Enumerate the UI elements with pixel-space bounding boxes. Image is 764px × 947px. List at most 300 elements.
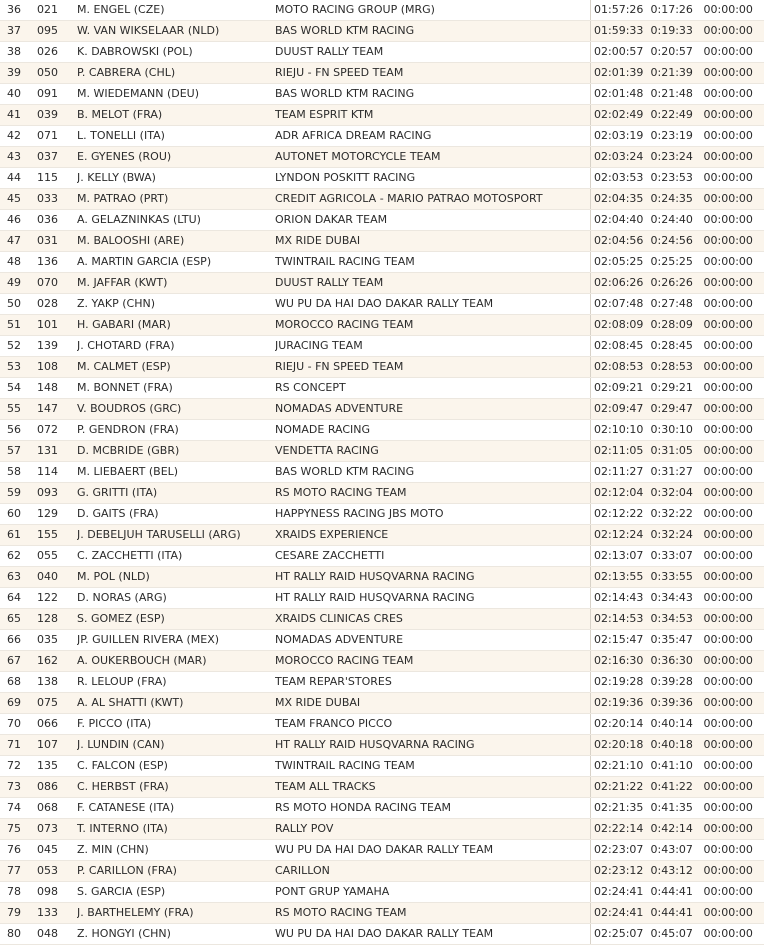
bib-number-cell: 101 — [37, 315, 77, 336]
table-row — [0, 420, 764, 441]
rider-name-cell: B. MELOT (FRA) — [77, 105, 275, 126]
stage-time-cell: 02:11:27 — [591, 462, 651, 483]
table-row — [0, 861, 764, 882]
penalty-cell: 00:00:00 — [704, 861, 764, 882]
team-name-cell: XRAIDS EXPERIENCE — [275, 525, 591, 546]
stage-time-cell: 02:04:35 — [591, 189, 651, 210]
team-name-cell: MOTO RACING GROUP (MRG) — [275, 0, 591, 21]
team-name-cell: CARILLON — [275, 861, 591, 882]
bib-number-cell: 055 — [37, 546, 77, 567]
rider-name-cell: A. MARTIN GARCIA (ESP) — [77, 252, 275, 273]
stage-time-cell: 02:01:39 — [591, 63, 651, 84]
position-cell: 75 — [0, 819, 37, 840]
time-gap-cell: 0:41:35 — [651, 798, 704, 819]
team-name-cell: WU PU DA HAI DAO DAKAR RALLY TEAM — [275, 840, 591, 861]
position-cell: 74 — [0, 798, 37, 819]
table-row — [0, 609, 764, 630]
bib-number-cell: 036 — [37, 210, 77, 231]
stage-time-cell: 02:20:18 — [591, 735, 651, 756]
stage-time-cell: 02:01:48 — [591, 84, 651, 105]
team-name-cell: XRAIDS CLINICAS CRES — [275, 609, 591, 630]
penalty-cell: 00:00:00 — [704, 21, 764, 42]
penalty-cell: 00:00:00 — [704, 168, 764, 189]
stage-time-cell: 02:10:10 — [591, 420, 651, 441]
team-name-cell: NOMADAS ADVENTURE — [275, 399, 591, 420]
team-name-cell: TWINTRAIL RACING TEAM — [275, 252, 591, 273]
bib-number-cell: 135 — [37, 756, 77, 777]
table-row — [0, 336, 764, 357]
team-name-cell: DUUST RALLY TEAM — [275, 273, 591, 294]
position-cell: 43 — [0, 147, 37, 168]
position-cell: 42 — [0, 126, 37, 147]
rider-name-cell: P. CABRERA (CHL) — [77, 63, 275, 84]
stage-time-cell: 02:02:49 — [591, 105, 651, 126]
penalty-cell: 00:00:00 — [704, 210, 764, 231]
bib-number-cell: 115 — [37, 168, 77, 189]
penalty-cell: 00:00:00 — [704, 420, 764, 441]
position-cell: 44 — [0, 168, 37, 189]
position-cell: 70 — [0, 714, 37, 735]
rider-name-cell: E. GYENES (ROU) — [77, 147, 275, 168]
position-cell: 63 — [0, 567, 37, 588]
stage-time-cell: 02:08:53 — [591, 357, 651, 378]
rider-name-cell: D. GAITS (FRA) — [77, 504, 275, 525]
stage-time-cell: 02:07:48 — [591, 294, 651, 315]
time-gap-cell: 0:44:41 — [651, 903, 704, 924]
rider-name-cell: Z. MIN (CHN) — [77, 840, 275, 861]
stage-time-cell: 02:21:35 — [591, 798, 651, 819]
stage-time-cell: 02:08:09 — [591, 315, 651, 336]
position-cell: 66 — [0, 630, 37, 651]
stage-time-cell: 02:20:14 — [591, 714, 651, 735]
position-cell: 67 — [0, 651, 37, 672]
penalty-cell: 00:00:00 — [704, 315, 764, 336]
stage-time-cell: 02:21:10 — [591, 756, 651, 777]
table-row — [0, 63, 764, 84]
team-name-cell: RIEJU - FN SPEED TEAM — [275, 63, 591, 84]
penalty-cell: 00:00:00 — [704, 630, 764, 651]
bib-number-cell: 039 — [37, 105, 77, 126]
penalty-cell: 00:00:00 — [704, 819, 764, 840]
rider-name-cell: G. GRITTI (ITA) — [77, 483, 275, 504]
team-name-cell: CREDIT AGRICOLA - MARIO PATRAO MOTOSPORT — [275, 189, 591, 210]
table-row — [0, 378, 764, 399]
table-row — [0, 651, 764, 672]
team-name-cell: HAPPYNESS RACING JBS MOTO — [275, 504, 591, 525]
bib-number-cell: 107 — [37, 735, 77, 756]
team-name-cell: JURACING TEAM — [275, 336, 591, 357]
time-gap-cell: 0:43:12 — [651, 861, 704, 882]
bib-number-cell: 066 — [37, 714, 77, 735]
time-gap-cell: 0:36:30 — [651, 651, 704, 672]
team-name-cell: DUUST RALLY TEAM — [275, 42, 591, 63]
stage-time-cell: 02:12:04 — [591, 483, 651, 504]
time-gap-cell: 0:41:10 — [651, 756, 704, 777]
position-cell: 38 — [0, 42, 37, 63]
penalty-cell: 00:00:00 — [704, 651, 764, 672]
table-row — [0, 714, 764, 735]
bib-number-cell: 045 — [37, 840, 77, 861]
bib-number-cell: 091 — [37, 84, 77, 105]
table-row — [0, 84, 764, 105]
penalty-cell: 00:00:00 — [704, 189, 764, 210]
team-name-cell: RS CONCEPT — [275, 378, 591, 399]
position-cell: 69 — [0, 693, 37, 714]
time-gap-cell: 0:35:47 — [651, 630, 704, 651]
bib-number-cell: 128 — [37, 609, 77, 630]
rider-name-cell: M. POL (NLD) — [77, 567, 275, 588]
stage-time-cell: 02:16:30 — [591, 651, 651, 672]
time-gap-cell: 0:23:19 — [651, 126, 704, 147]
team-name-cell: RS MOTO HONDA RACING TEAM — [275, 798, 591, 819]
table-row — [0, 399, 764, 420]
table-row — [0, 924, 764, 945]
rider-name-cell: M. WIEDEMANN (DEU) — [77, 84, 275, 105]
table-row — [0, 294, 764, 315]
table-row — [0, 105, 764, 126]
penalty-cell: 00:00:00 — [704, 63, 764, 84]
rider-name-cell: V. BOUDROS (GRC) — [77, 399, 275, 420]
table-row — [0, 903, 764, 924]
bib-number-cell: 026 — [37, 42, 77, 63]
time-gap-cell: 0:24:35 — [651, 189, 704, 210]
bib-number-cell: 136 — [37, 252, 77, 273]
rider-name-cell: J. KELLY (BWA) — [77, 168, 275, 189]
bib-number-cell: 129 — [37, 504, 77, 525]
position-cell: 53 — [0, 357, 37, 378]
table-row — [0, 462, 764, 483]
time-gap-cell: 0:41:22 — [651, 777, 704, 798]
bib-number-cell: 071 — [37, 126, 77, 147]
rider-name-cell: Z. HONGYI (CHN) — [77, 924, 275, 945]
penalty-cell: 00:00:00 — [704, 588, 764, 609]
stage-time-cell: 02:04:40 — [591, 210, 651, 231]
table-row — [0, 588, 764, 609]
time-gap-cell: 0:32:22 — [651, 504, 704, 525]
table-row — [0, 735, 764, 756]
rider-name-cell: H. GABARI (MAR) — [77, 315, 275, 336]
stage-time-cell: 02:11:05 — [591, 441, 651, 462]
position-cell: 58 — [0, 462, 37, 483]
rider-name-cell: M. BONNET (FRA) — [77, 378, 275, 399]
bib-number-cell: 155 — [37, 525, 77, 546]
table-row — [0, 252, 764, 273]
team-name-cell: RIEJU - FN SPEED TEAM — [275, 357, 591, 378]
rider-name-cell: JP. GUILLEN RIVERA (MEX) — [77, 630, 275, 651]
position-cell: 41 — [0, 105, 37, 126]
time-gap-cell: 0:31:27 — [651, 462, 704, 483]
rider-name-cell: F. PICCO (ITA) — [77, 714, 275, 735]
rider-name-cell: M. LIEBAERT (BEL) — [77, 462, 275, 483]
penalty-cell: 00:00:00 — [704, 399, 764, 420]
time-gap-cell: 0:33:07 — [651, 546, 704, 567]
penalty-cell: 00:00:00 — [704, 126, 764, 147]
table-row — [0, 357, 764, 378]
penalty-cell: 00:00:00 — [704, 567, 764, 588]
position-cell: 37 — [0, 21, 37, 42]
penalty-cell: 00:00:00 — [704, 924, 764, 945]
penalty-cell: 00:00:00 — [704, 798, 764, 819]
table-row — [0, 42, 764, 63]
position-cell: 62 — [0, 546, 37, 567]
team-name-cell: ADR AFRICA DREAM RACING — [275, 126, 591, 147]
position-cell: 64 — [0, 588, 37, 609]
rider-name-cell: A. GELAZNINKAS (LTU) — [77, 210, 275, 231]
position-cell: 49 — [0, 273, 37, 294]
bib-number-cell: 139 — [37, 336, 77, 357]
rider-name-cell: F. CATANESE (ITA) — [77, 798, 275, 819]
position-cell: 68 — [0, 672, 37, 693]
time-gap-cell: 0:26:26 — [651, 273, 704, 294]
stage-time-cell: 02:24:41 — [591, 903, 651, 924]
stage-time-cell: 02:14:53 — [591, 609, 651, 630]
position-cell: 50 — [0, 294, 37, 315]
penalty-cell: 00:00:00 — [704, 504, 764, 525]
bib-number-cell: 035 — [37, 630, 77, 651]
time-gap-cell: 0:30:10 — [651, 420, 704, 441]
rider-name-cell: P. CARILLON (FRA) — [77, 861, 275, 882]
table-row — [0, 273, 764, 294]
stage-time-cell: 02:22:14 — [591, 819, 651, 840]
table-row — [0, 441, 764, 462]
position-cell: 73 — [0, 777, 37, 798]
bib-number-cell: 086 — [37, 777, 77, 798]
team-name-cell: HT RALLY RAID HUSQVARNA RACING — [275, 735, 591, 756]
time-gap-cell: 0:20:57 — [651, 42, 704, 63]
penalty-cell: 00:00:00 — [704, 840, 764, 861]
bib-number-cell: 162 — [37, 651, 77, 672]
rider-name-cell: M. CALMET (ESP) — [77, 357, 275, 378]
penalty-cell: 00:00:00 — [704, 378, 764, 399]
time-gap-cell: 0:32:24 — [651, 525, 704, 546]
rider-name-cell: M. ENGEL (CZE) — [77, 0, 275, 21]
table-row — [0, 504, 764, 525]
bib-number-cell: 095 — [37, 21, 77, 42]
team-name-cell: RS MOTO RACING TEAM — [275, 483, 591, 504]
bib-number-cell: 073 — [37, 819, 77, 840]
rider-name-cell: M. BALOOSHI (ARE) — [77, 231, 275, 252]
stage-time-cell: 02:19:36 — [591, 693, 651, 714]
rider-name-cell: J. DEBELJUH TARUSELLI (ARG) — [77, 525, 275, 546]
rider-name-cell: R. LELOUP (FRA) — [77, 672, 275, 693]
position-cell: 40 — [0, 84, 37, 105]
position-cell: 59 — [0, 483, 37, 504]
team-name-cell: NOMADE RACING — [275, 420, 591, 441]
position-cell: 51 — [0, 315, 37, 336]
position-cell: 54 — [0, 378, 37, 399]
table-row — [0, 840, 764, 861]
bib-number-cell: 114 — [37, 462, 77, 483]
stage-time-cell: 02:12:22 — [591, 504, 651, 525]
time-gap-cell: 0:34:53 — [651, 609, 704, 630]
stage-time-cell: 02:03:19 — [591, 126, 651, 147]
time-gap-cell: 0:34:43 — [651, 588, 704, 609]
table-row — [0, 0, 764, 21]
team-name-cell: MX RIDE DUBAI — [275, 231, 591, 252]
team-name-cell: RS MOTO RACING TEAM — [275, 903, 591, 924]
position-cell: 80 — [0, 924, 37, 945]
bib-number-cell: 068 — [37, 798, 77, 819]
table-row — [0, 525, 764, 546]
bib-number-cell: 072 — [37, 420, 77, 441]
position-cell: 71 — [0, 735, 37, 756]
time-gap-cell: 0:23:53 — [651, 168, 704, 189]
team-name-cell: TEAM ALL TRACKS — [275, 777, 591, 798]
position-cell: 57 — [0, 441, 37, 462]
stage-time-cell: 02:03:53 — [591, 168, 651, 189]
time-gap-cell: 0:29:21 — [651, 378, 704, 399]
position-cell: 56 — [0, 420, 37, 441]
penalty-cell: 00:00:00 — [704, 546, 764, 567]
position-cell: 78 — [0, 882, 37, 903]
team-name-cell: CESARE ZACCHETTI — [275, 546, 591, 567]
team-name-cell: AUTONET MOTORCYCLE TEAM — [275, 147, 591, 168]
time-gap-cell: 0:42:14 — [651, 819, 704, 840]
rider-name-cell: T. INTERNO (ITA) — [77, 819, 275, 840]
rider-name-cell: Z. YAKP (CHN) — [77, 294, 275, 315]
time-gap-cell: 0:31:05 — [651, 441, 704, 462]
table-row — [0, 567, 764, 588]
table-row — [0, 126, 764, 147]
bib-number-cell: 037 — [37, 147, 77, 168]
position-cell: 48 — [0, 252, 37, 273]
bib-number-cell: 031 — [37, 231, 77, 252]
team-name-cell: VENDETTA RACING — [275, 441, 591, 462]
rider-name-cell: D. NORAS (ARG) — [77, 588, 275, 609]
stage-time-cell: 02:06:26 — [591, 273, 651, 294]
penalty-cell: 00:00:00 — [704, 42, 764, 63]
position-cell: 76 — [0, 840, 37, 861]
rider-name-cell: P. GENDRON (FRA) — [77, 420, 275, 441]
rider-name-cell: L. TONELLI (ITA) — [77, 126, 275, 147]
rider-name-cell: J. LUNDIN (CAN) — [77, 735, 275, 756]
table-row — [0, 168, 764, 189]
time-gap-cell: 0:17:26 — [651, 0, 704, 21]
position-cell: 77 — [0, 861, 37, 882]
rider-name-cell: W. VAN WIKSELAAR (NLD) — [77, 21, 275, 42]
stage-time-cell: 02:24:41 — [591, 882, 651, 903]
penalty-cell: 00:00:00 — [704, 252, 764, 273]
bib-number-cell: 070 — [37, 273, 77, 294]
bib-number-cell: 093 — [37, 483, 77, 504]
bib-number-cell: 108 — [37, 357, 77, 378]
team-name-cell: TWINTRAIL RACING TEAM — [275, 756, 591, 777]
team-name-cell: BAS WORLD KTM RACING — [275, 84, 591, 105]
table-row — [0, 21, 764, 42]
team-name-cell: HT RALLY RAID HUSQVARNA RACING — [275, 588, 591, 609]
table-row — [0, 210, 764, 231]
penalty-cell: 00:00:00 — [704, 357, 764, 378]
bib-number-cell: 147 — [37, 399, 77, 420]
penalty-cell: 00:00:00 — [704, 882, 764, 903]
penalty-cell: 00:00:00 — [704, 714, 764, 735]
stage-time-cell: 02:23:07 — [591, 840, 651, 861]
bib-number-cell: 133 — [37, 903, 77, 924]
table-row — [0, 756, 764, 777]
table-row — [0, 315, 764, 336]
time-gap-cell: 0:24:56 — [651, 231, 704, 252]
table-row — [0, 231, 764, 252]
time-gap-cell: 0:28:53 — [651, 357, 704, 378]
penalty-cell: 00:00:00 — [704, 441, 764, 462]
position-cell: 61 — [0, 525, 37, 546]
rider-name-cell: J. CHOTARD (FRA) — [77, 336, 275, 357]
bib-number-cell: 048 — [37, 924, 77, 945]
time-gap-cell: 0:27:48 — [651, 294, 704, 315]
bib-number-cell: 021 — [37, 0, 77, 21]
time-gap-cell: 0:29:47 — [651, 399, 704, 420]
position-cell: 47 — [0, 231, 37, 252]
penalty-cell: 00:00:00 — [704, 105, 764, 126]
bib-number-cell: 028 — [37, 294, 77, 315]
time-gap-cell: 0:19:33 — [651, 21, 704, 42]
team-name-cell: MOROCCO RACING TEAM — [275, 651, 591, 672]
table-row — [0, 693, 764, 714]
table-row — [0, 147, 764, 168]
rider-name-cell: K. DABROWSKI (POL) — [77, 42, 275, 63]
team-name-cell: BAS WORLD KTM RACING — [275, 21, 591, 42]
stage-time-cell: 02:19:28 — [591, 672, 651, 693]
penalty-cell: 00:00:00 — [704, 84, 764, 105]
team-name-cell: TEAM REPAR'STORES — [275, 672, 591, 693]
time-gap-cell: 0:25:25 — [651, 252, 704, 273]
time-gap-cell: 0:45:07 — [651, 924, 704, 945]
position-cell: 39 — [0, 63, 37, 84]
stage-time-cell: 02:13:55 — [591, 567, 651, 588]
bib-number-cell: 138 — [37, 672, 77, 693]
time-gap-cell: 0:44:41 — [651, 882, 704, 903]
penalty-cell: 00:00:00 — [704, 336, 764, 357]
penalty-cell: 00:00:00 — [704, 462, 764, 483]
stage-time-cell: 02:05:25 — [591, 252, 651, 273]
position-cell: 60 — [0, 504, 37, 525]
penalty-cell: 00:00:00 — [704, 672, 764, 693]
position-cell: 72 — [0, 756, 37, 777]
penalty-cell: 00:00:00 — [704, 273, 764, 294]
team-name-cell: LYNDON POSKITT RACING — [275, 168, 591, 189]
rider-name-cell: C. HERBST (FRA) — [77, 777, 275, 798]
stage-time-cell: 01:59:33 — [591, 21, 651, 42]
stage-time-cell: 02:13:07 — [591, 546, 651, 567]
time-gap-cell: 0:21:48 — [651, 84, 704, 105]
penalty-cell: 00:00:00 — [704, 147, 764, 168]
table-row — [0, 777, 764, 798]
penalty-cell: 00:00:00 — [704, 693, 764, 714]
stage-time-cell: 01:57:26 — [591, 0, 651, 21]
stage-time-cell: 02:12:24 — [591, 525, 651, 546]
time-gap-cell: 0:23:24 — [651, 147, 704, 168]
time-gap-cell: 0:33:55 — [651, 567, 704, 588]
team-name-cell: NOMADAS ADVENTURE — [275, 630, 591, 651]
position-cell: 52 — [0, 336, 37, 357]
stage-time-cell: 02:03:24 — [591, 147, 651, 168]
rider-name-cell: M. PATRAO (PRT) — [77, 189, 275, 210]
position-cell: 36 — [0, 0, 37, 21]
position-cell: 79 — [0, 903, 37, 924]
team-name-cell: RALLY POV — [275, 819, 591, 840]
bib-number-cell: 148 — [37, 378, 77, 399]
table-row — [0, 882, 764, 903]
bib-number-cell: 050 — [37, 63, 77, 84]
rider-name-cell: A. AL SHATTI (KWT) — [77, 693, 275, 714]
table-row — [0, 483, 764, 504]
team-name-cell: BAS WORLD KTM RACING — [275, 462, 591, 483]
time-gap-cell: 0:39:36 — [651, 693, 704, 714]
time-gap-cell: 0:39:28 — [651, 672, 704, 693]
stage-time-cell: 02:04:56 — [591, 231, 651, 252]
stage-time-cell: 02:15:47 — [591, 630, 651, 651]
team-name-cell: WU PU DA HAI DAO DAKAR RALLY TEAM — [275, 924, 591, 945]
